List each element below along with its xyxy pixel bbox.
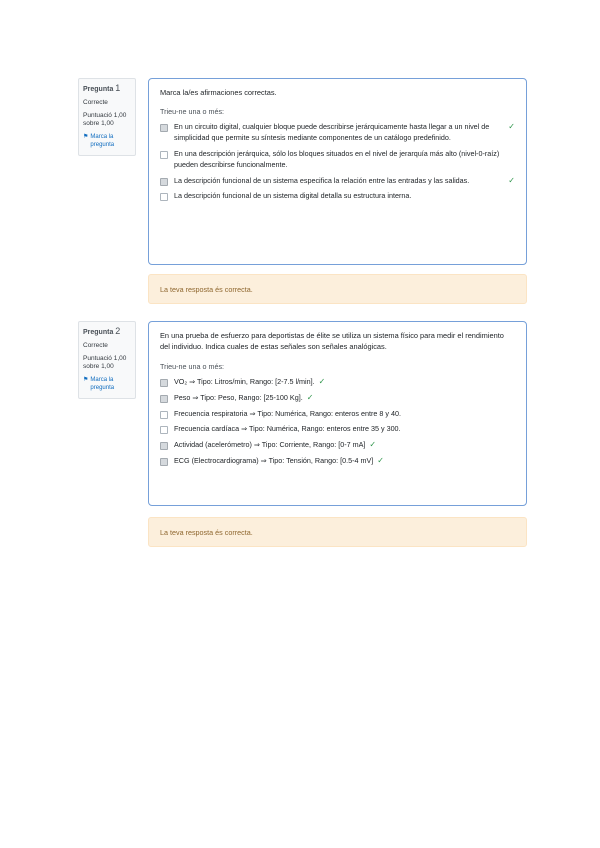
correct-check-icon: ✓	[369, 440, 377, 450]
question-box-2	[148, 321, 527, 506]
answer-checkbox[interactable]	[160, 458, 168, 466]
correct-check-icon: ✓	[306, 392, 314, 402]
question-grade: Puntuació 1,00 sobre 1,00	[83, 112, 127, 128]
feedback-correct: La teva resposta és correcta.	[148, 517, 527, 547]
flag-question-label: Marca la pregunta	[90, 134, 115, 148]
answer-list	[160, 377, 515, 467]
answer-option[interactable]	[160, 424, 515, 435]
answer-text: Frecuencia cardíaca ⇒ Tipo: Numérica, Rango: enteros entre 35 y 300.	[174, 424, 401, 434]
flag-question-link[interactable]	[83, 377, 131, 392]
question-box-1	[148, 78, 527, 265]
answer-option[interactable]	[160, 191, 515, 202]
question-title	[83, 83, 131, 93]
answer-text: Frecuencia respiratoria ⇒ Tipo: Numérica, Rango: enteros entre 8 y 40.	[174, 408, 401, 418]
answer-checkbox[interactable]	[160, 411, 168, 419]
answer-option[interactable]	[160, 176, 515, 187]
answer-text: La descripción funcional de un sistema digital detalla su estructura interna.	[174, 191, 412, 201]
answer-option[interactable]	[160, 409, 515, 420]
question-text: Marca la/es afirmaciones correctas.	[160, 88, 277, 97]
answer-checkbox[interactable]	[160, 379, 168, 387]
question-info-1	[78, 78, 136, 156]
question-number: 2	[115, 326, 121, 336]
feedback-correct: La teva resposta és correcta.	[148, 274, 527, 304]
answer-checkbox[interactable]	[160, 124, 168, 132]
answer-option[interactable]	[160, 440, 515, 451]
flag-question-link[interactable]	[83, 134, 131, 149]
question-title	[83, 326, 131, 336]
answer-text: Actividad (acelerómetro) ⇒ Tipo: Corriente, Rango: [0-7 mA]	[174, 440, 366, 450]
question-label: Pregunta	[83, 329, 114, 336]
flag-question-label: Marca la pregunta	[90, 377, 115, 391]
question-state: Correcte	[83, 342, 108, 349]
answer-text: Peso ⇒ Tipo: Peso, Rango: [25-100 Kg].	[174, 392, 303, 402]
answer-list	[160, 122, 515, 202]
answer-checkbox[interactable]	[160, 151, 168, 159]
answer-prompt: Trieu-ne una o més:	[160, 107, 225, 117]
answer-text: La descripción funcional de un sistema especifica la relación entre las entradas y las salidas.	[174, 175, 470, 185]
answer-checkbox[interactable]	[160, 193, 168, 201]
question-label: Pregunta	[83, 86, 114, 93]
answer-option[interactable]	[160, 456, 515, 467]
question-number: 1	[115, 83, 121, 93]
answer-checkbox[interactable]	[160, 426, 168, 434]
answer-option[interactable]	[160, 377, 515, 388]
answer-option[interactable]	[160, 122, 515, 144]
answer-checkbox[interactable]	[160, 442, 168, 450]
answer-option[interactable]	[160, 149, 515, 171]
question-info-2	[78, 321, 136, 399]
answer-option[interactable]	[160, 393, 515, 404]
answer-text: VO₂ ⇒ Tipo: Litros/min, Rango: [2-7.5 l/min].	[174, 376, 315, 386]
correct-check-icon: ✓	[377, 455, 384, 465]
correct-check-icon: ✓	[508, 175, 515, 185]
flag-icon: ⚑	[83, 134, 89, 141]
question-grade: Puntuació 1,00 sobre 1,00	[83, 355, 127, 371]
flag-icon: ⚑	[83, 377, 89, 384]
correct-check-icon: ✓	[318, 376, 326, 386]
answer-text: ECG (Electrocardiograma) ⇒ Tipo: Tensión, Rango: [0.5-4 mV]	[174, 455, 374, 465]
question-text: En una prueba de esfuerzo para deportistas de élite se utiliza un sistema físico para medir el rendimiento del individuo. Indica cuales de estas señales son señales analógicas.	[160, 331, 504, 352]
correct-check-icon: ✓	[508, 122, 515, 132]
answer-checkbox[interactable]	[160, 395, 168, 403]
answer-prompt: Trieu-ne una o més:	[160, 361, 225, 371]
answer-text: En una descripción jerárquica, sólo los bloques situados en el nivel de jerarquía más alto (nivel-0-raíz) pueden describirse funcionalmente.	[174, 149, 500, 169]
answer-text: En un circuito digital, cualquier bloque puede describirse jerárquicamente hasta llegar a un nivel de simplicidad que permite su síntesis mediante componentes de un catálogo predefinido.	[174, 122, 490, 143]
question-state: Correcte	[83, 99, 108, 106]
answer-checkbox[interactable]	[160, 178, 168, 186]
